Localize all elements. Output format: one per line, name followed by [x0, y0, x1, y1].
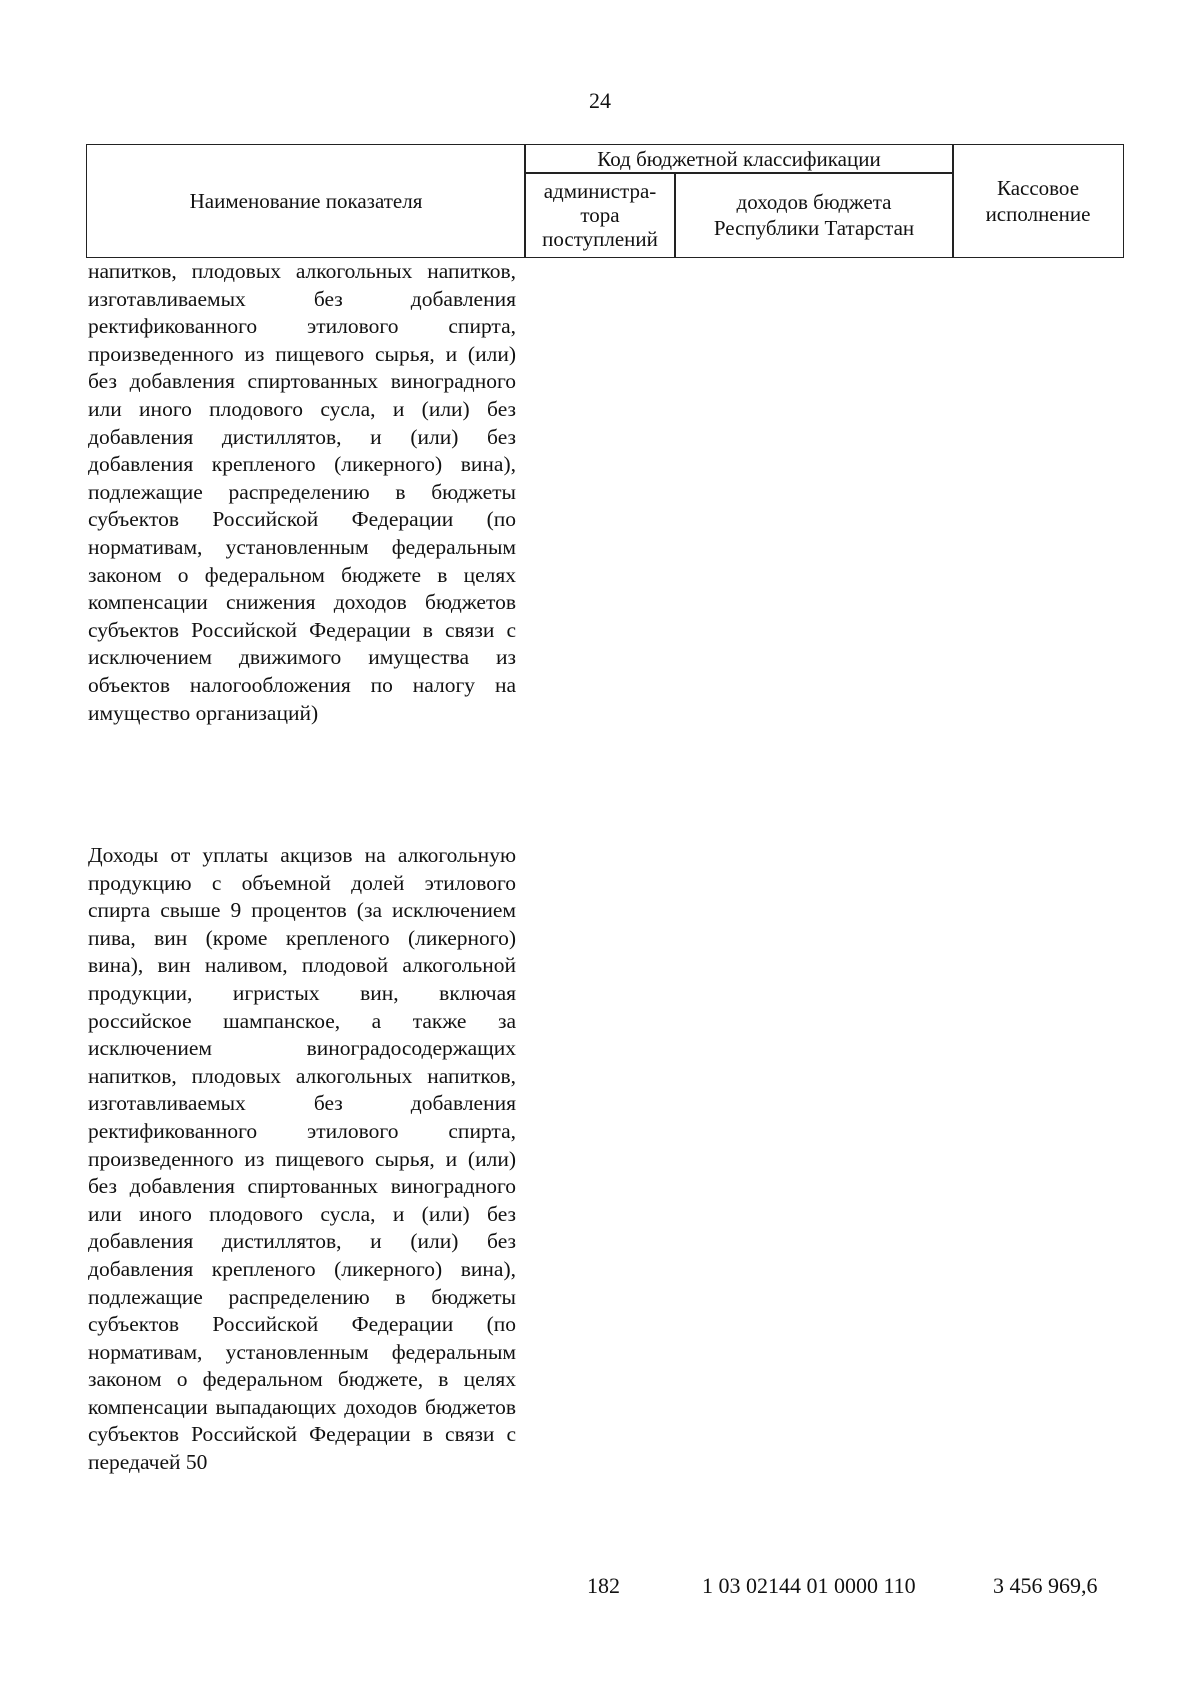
header-budget-code-group	[524, 144, 954, 174]
row-2-cash-execution: 3 456 969,6	[993, 1573, 1098, 1598]
header-admin-line-2: тора	[580, 203, 620, 227]
header-exec-line-2: исполнение	[985, 202, 1091, 226]
header-income-line-1: доходов бюджета	[736, 190, 892, 214]
row-2-admin-code: 182	[587, 1573, 620, 1598]
header-admin-code	[524, 172, 676, 258]
header-exec-line-1: Кассовое	[996, 176, 1080, 200]
row-2-income-code: 1 03 02144 01 0000 110	[702, 1573, 916, 1598]
header-cash-execution	[952, 144, 1124, 258]
page-number: 24	[589, 88, 611, 113]
header-admin-line-3: поступлений	[542, 227, 658, 251]
row-2-indicator-name: Доходы от уплаты акцизов на алкогольную продукцию с объемной долей этилового спирта свыше 9 процентов (за исключением пива, вин (кроме крепленого (ликерного) вина), вин наливом, плодовой алкогольной продукции, игристых вин, включая российское шампанское, а также за исключением виноградосодержащих напитков, плодовых алкогольных напитков, изготавливаемых без добавления ректификованного этилового спирта, произведенного из пищевого сырья, и (или) без добавления спиртованных виноградного или иного плодового сусла, и (или) без добавления дистиллятов, и (или) без добавления крепленого (ликерного) вина), подлежащие распределению в бюджеты субъектов Российской Федерации (по нормативам, установленным федеральным законом о федеральном бюджете, в целях компенсации выпадающих доходов бюджетов субъектов Российской Федерации в связи с передачей 50	[88, 843, 516, 1475]
row-1-indicator-name: напитков, плодовых алкогольных напитков, изготавливаемых без добавления ректификованного этилового спирта, произведенного из пищевого сырья, и (или) без добавления спиртованных виноградного или иного плодового сусла, и (или) без добавления дистиллятов, и (или) без добавления крепленого (ликерного) вина), подлежащие распределению в бюджеты субъектов Российской Федерации (по нормативам, установленным федеральным законом о федеральном бюджете в целях компенсации снижения доходов бюджетов субъектов Российской Федерации в связи с исключением движимого имущества из объектов налогообложения по налогу на имущество организаций)	[88, 259, 516, 725]
header-income-line-2: Республики Татарстан	[713, 216, 915, 240]
header-indicator-name-text: Наименование показателя	[189, 189, 423, 213]
header-budget-code-text: Код бюджетной классификации	[597, 147, 881, 171]
table-row	[88, 842, 1098, 1598]
table-row	[88, 258, 516, 727]
header-indicator-name	[86, 144, 526, 258]
header-admin-line-1: администра-	[543, 179, 657, 203]
header-income-code	[674, 172, 954, 258]
table-header	[86, 144, 1124, 258]
